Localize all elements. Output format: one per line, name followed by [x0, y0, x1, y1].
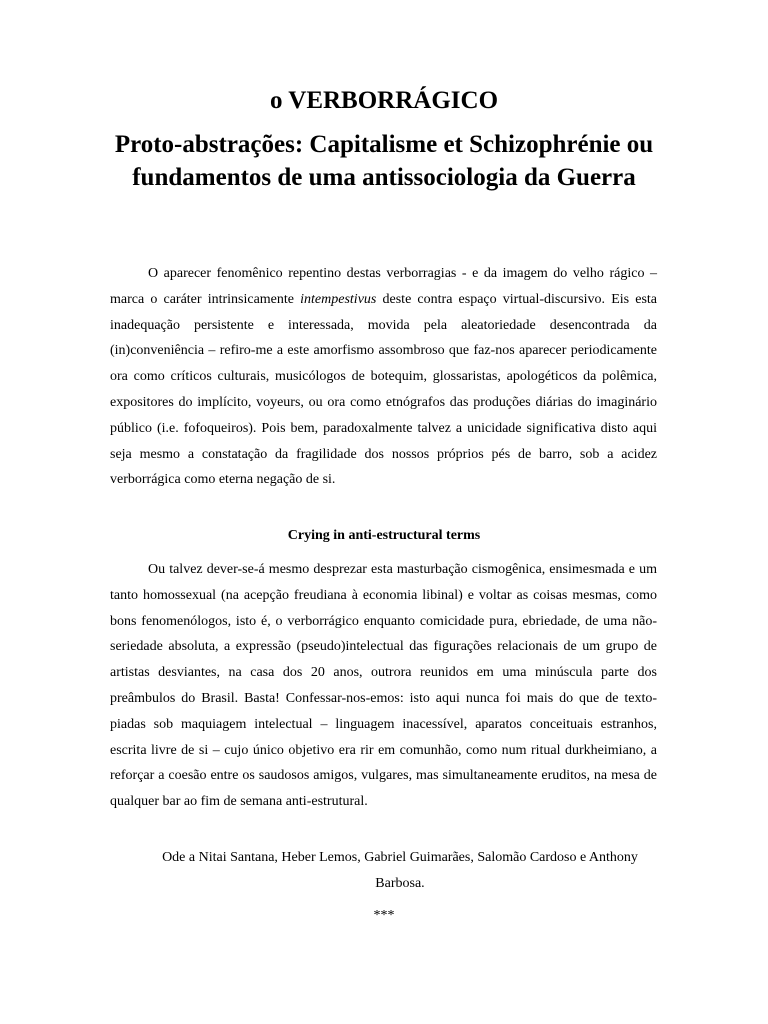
page-subtitle: Proto-abstrações: Capitalisme et Schizophrénie ou fundamentos de uma antissociologia da Guerra [114, 131, 654, 191]
intro-paragraph [110, 261, 657, 493]
page-title: o VERBORRÁGICO [269, 87, 499, 114]
intro-paragraph-block [110, 261, 657, 493]
intro-paragraph-text-start: O aparecer fenomênico repentino destas verborragias - e da imagem do velho rágico – marca o caráter intrinsicamente [110, 266, 657, 307]
section-separator: *** [373, 908, 395, 923]
intro-paragraph-italic-term: intempestivus [300, 291, 377, 307]
intro-paragraph-text-end: deste contra espaço virtual-discursivo. Eis esta inadequação persistente e interessada, movida pela aleatoriedade desencontrada da (in)conveniência – refiro-me a este amorfismo assombroso que faz-nos aparecer periodicamente ora como críticos culturais, musicólogos de botequim, glossaristas, apologéticos da polêmica, expositores do implícito, voyeurs, ou ora como etnógrafos das produções diárias do imaginário público (i.e. fofoqueiros). Pois bem, paradoxalmente talvez a unicidade significativa disto aqui seja mesmo a constatação da fragilidade dos nossos próprios pés de barro, sob a acidez verborrágica como eterna negação de si. [110, 291, 657, 488]
dedication: Ode a Nitai Santana, Heber Lemos, Gabriel Guimarães, Salomão Cardoso e Anthony Barbosa. [162, 850, 638, 891]
second-paragraph: Ou talvez dever-se-á mesmo desprezar esta masturbação cismogênica, ensimesmada e um tanto homossexual (na acepção freudiana à economia libinal) e voltar as coisas mesmas, como bons fenomenólogos, isto é, o verborrágico enquanto comicidade pura, ebriedade, de uma não-seriedade absoluta, a expressão (pseudo)intelectual das figurações relacionais de um grupo de artistas desviantes, na casa dos 20 anos, outrora reunidos em uma minúscula parte dos preâmbulos do Brasil. Basta! Confessar-nos-emos: isto aqui nunca foi mais do que de texto-piadas sob maquiagem intelectual – linguagem inacessível, aparatos conceituais estranhos, escrita livre de si – cujo único objetivo era rir em comunhão, como num ritual durkheimiano, a reforçar a coesão entre os saudosos amigos, vulgares, mas simultaneamente eruditos, na mesa de qualquer bar ao fim de semana anti-estrutural. [110, 562, 657, 810]
second-paragraph-block [110, 557, 657, 815]
section-heading: Crying in anti-estructural terms [287, 528, 481, 543]
